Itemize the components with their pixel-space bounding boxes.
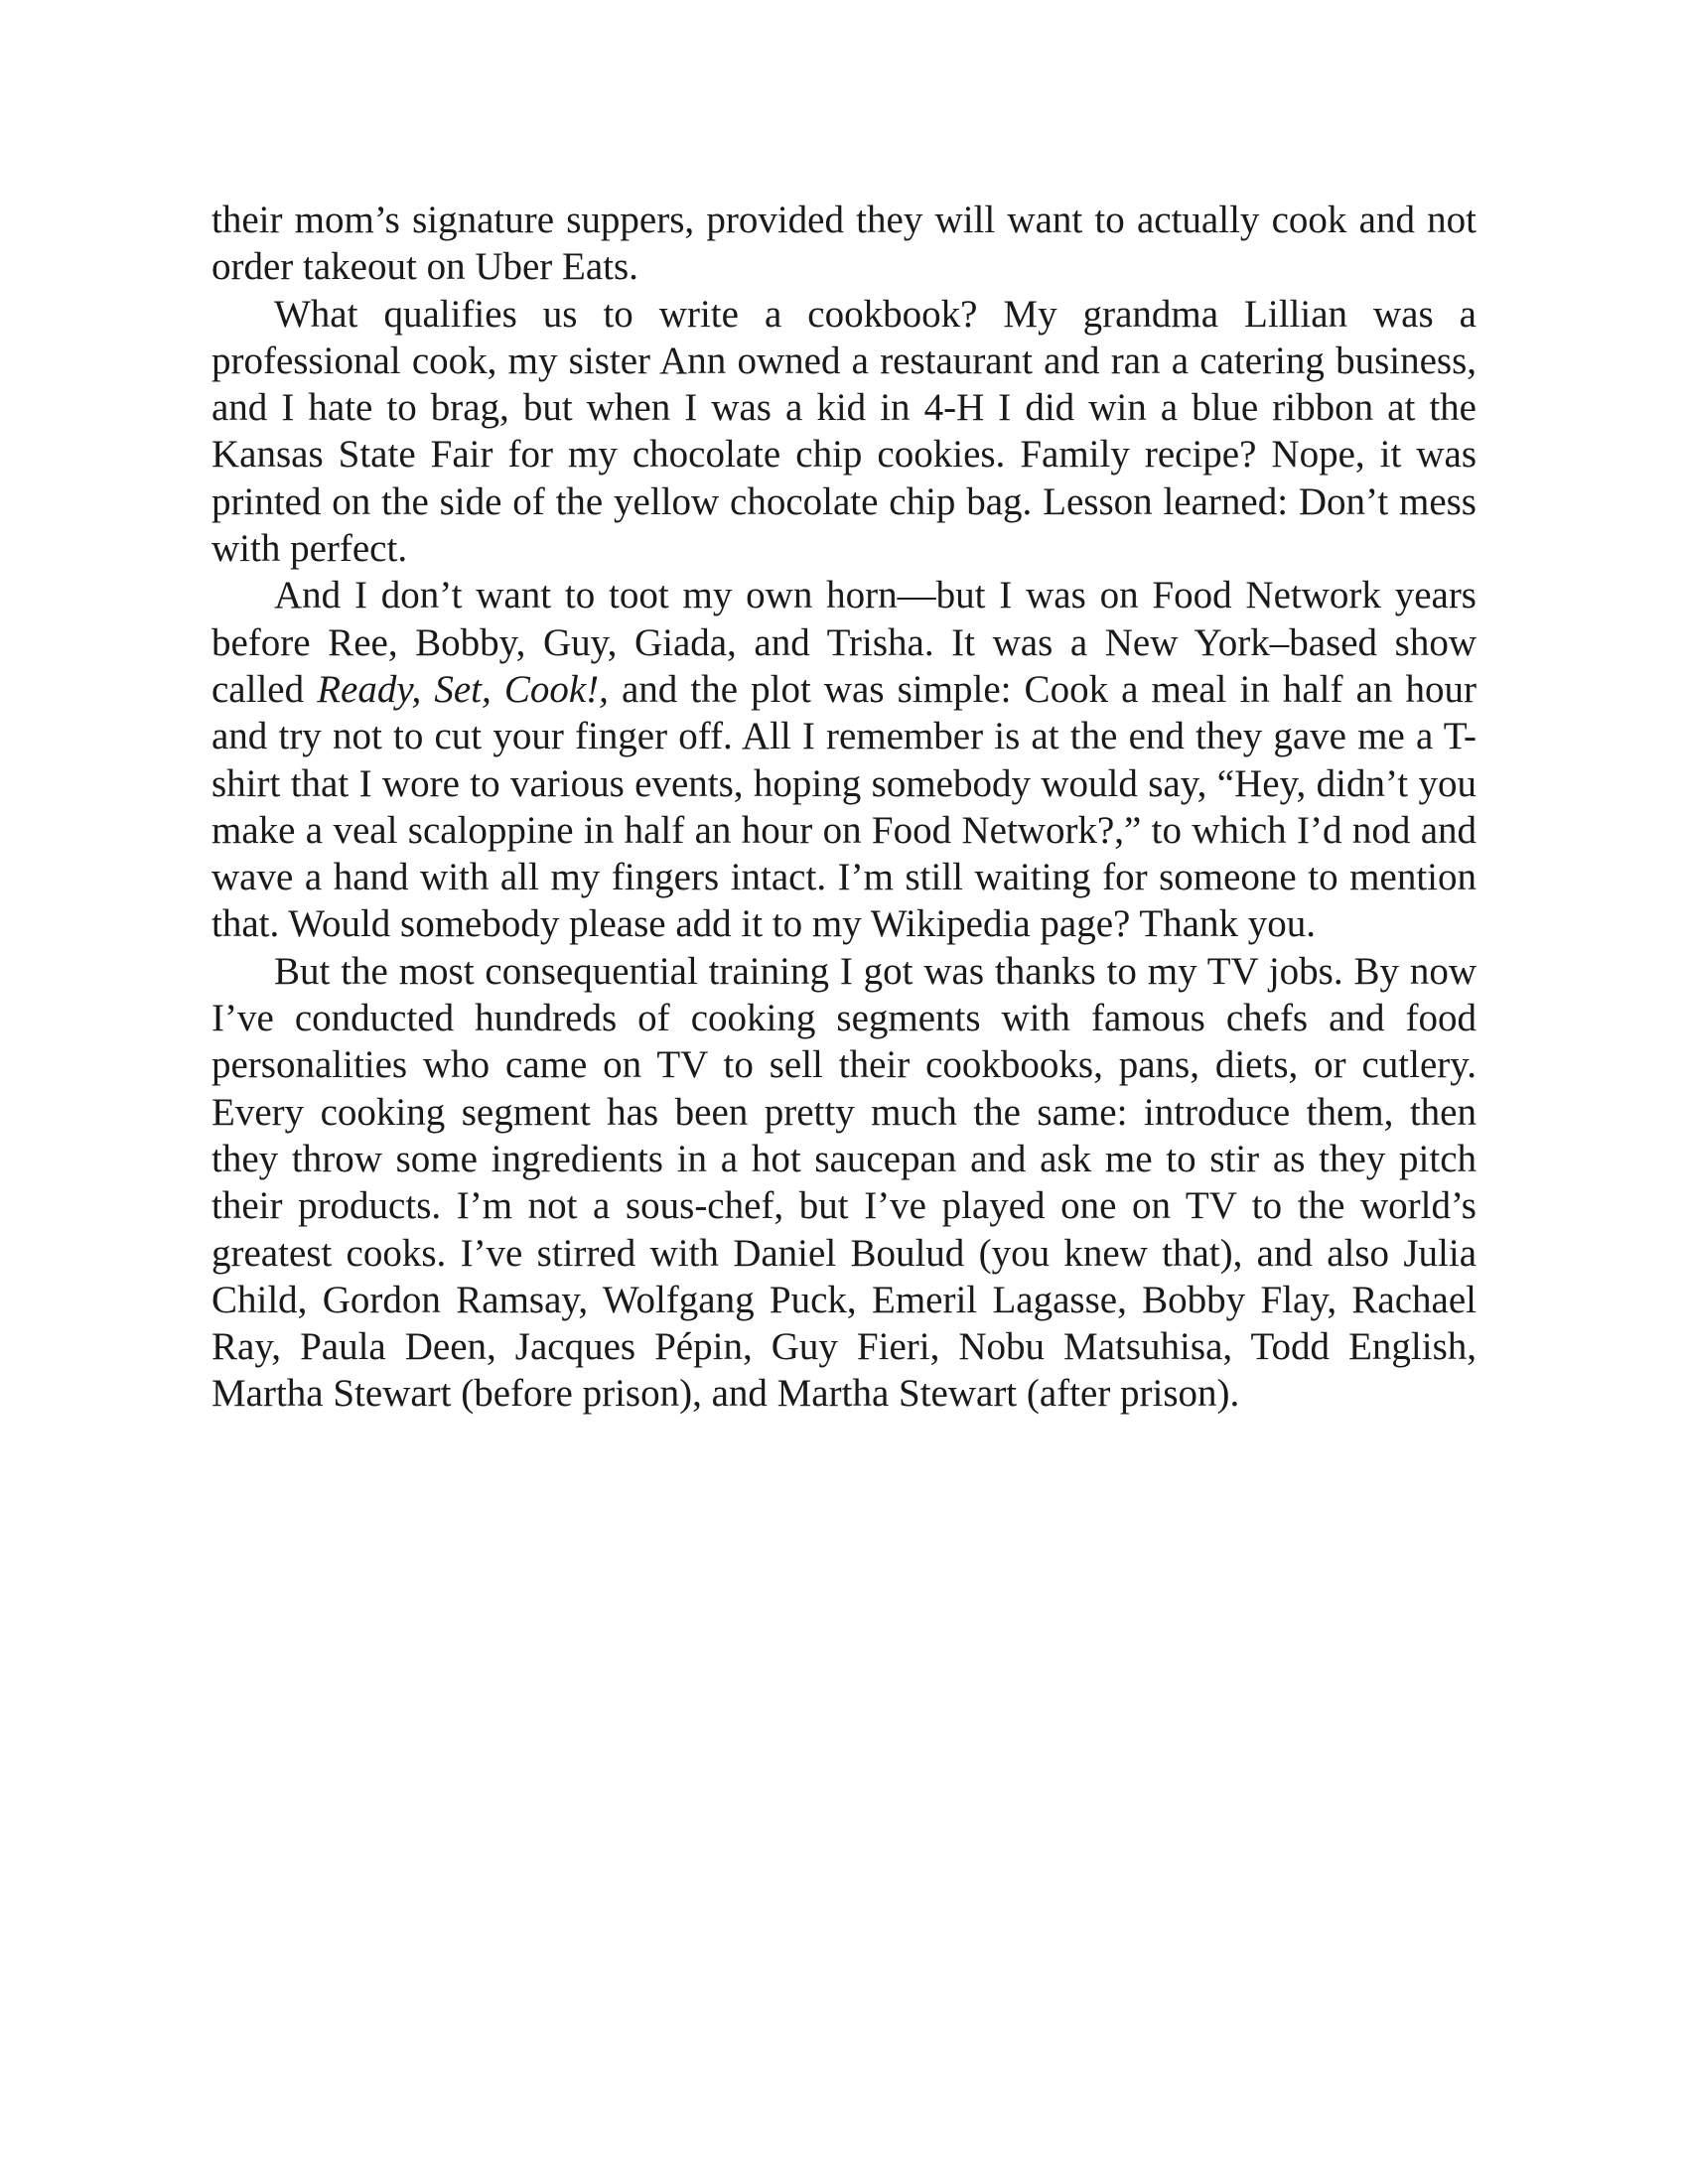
paragraph-1-text: their mom’s signature suppers, provided they will want to actually cook and not order takeout on Uber Eats. xyxy=(211,199,1477,289)
paragraph-4-text: But the most consequential training I got was thanks to my TV jobs. By now I’ve conducted hundreds of cooking segments with famous chefs and food personalities who came on TV to sell their cookbooks, pans, diets, or cutlery. Every cooking segment has been pretty much the same: introduce them, then they throw some ingredients in a hot saucepan and ask me to stir as they pitch their products. I’m not a sous-chef, but I’ve played one on TV to the world’s greatest cooks. I’ve stirred with Daniel Boulud (you knew that), and also Julia Child, Gordon Ramsay, Wolfgang Puck, Emeril Lagasse, Bobby Flay, Rachael Ray, Paula Deen, Jacques Pépin, Guy Fieri, Nobu Matsuhisa, Todd English, Martha Stewart (before prison), and Martha Stewart (after prison). xyxy=(211,949,1477,1416)
paragraph-3-text-b: and the plot was simple: Cook a meal in half an hour and try not to cut your finger off. All I remember is at the end they gave me a T-shirt that I wore to various events, hoping somebody would say, “Hey, didn’t you make a veal scaloppine in half an hour on Food Network?,” to which I’d nod and wave a hand with all my fingers intact. I’m still waiting for someone to mention that. Would somebody please add it to my Wikipedia page? Thank you. xyxy=(211,667,1477,946)
paragraph-2 xyxy=(211,291,1477,573)
body-text xyxy=(211,197,1477,1418)
paragraph-1 xyxy=(211,197,1477,291)
paragraph-3 xyxy=(211,572,1477,947)
paragraph-2-text: What qualifies us to write a cookbook? My grandma Lillian was a professional cook, my sister Ann owned a restaurant and ran a catering business, and I hate to brag, but when I was a kid in 4-H I did win a blue ribbon at the Kansas State Fair for my chocolate chip cookies. Family recipe? Nope, it was printed on the side of the yellow chocolate chip bag. Lesson learned: Don’t mess with perfect. xyxy=(211,292,1477,571)
show-title: Ready, Set, Cook!, xyxy=(317,667,609,711)
paragraph-4 xyxy=(211,948,1477,1418)
paragraph-3-text-a: And I don’t want to toot my own horn—but I was on Food Network years before Ree, Bobby, Guy, Giada, and Trisha. It was a New York–based show called xyxy=(211,574,1477,711)
